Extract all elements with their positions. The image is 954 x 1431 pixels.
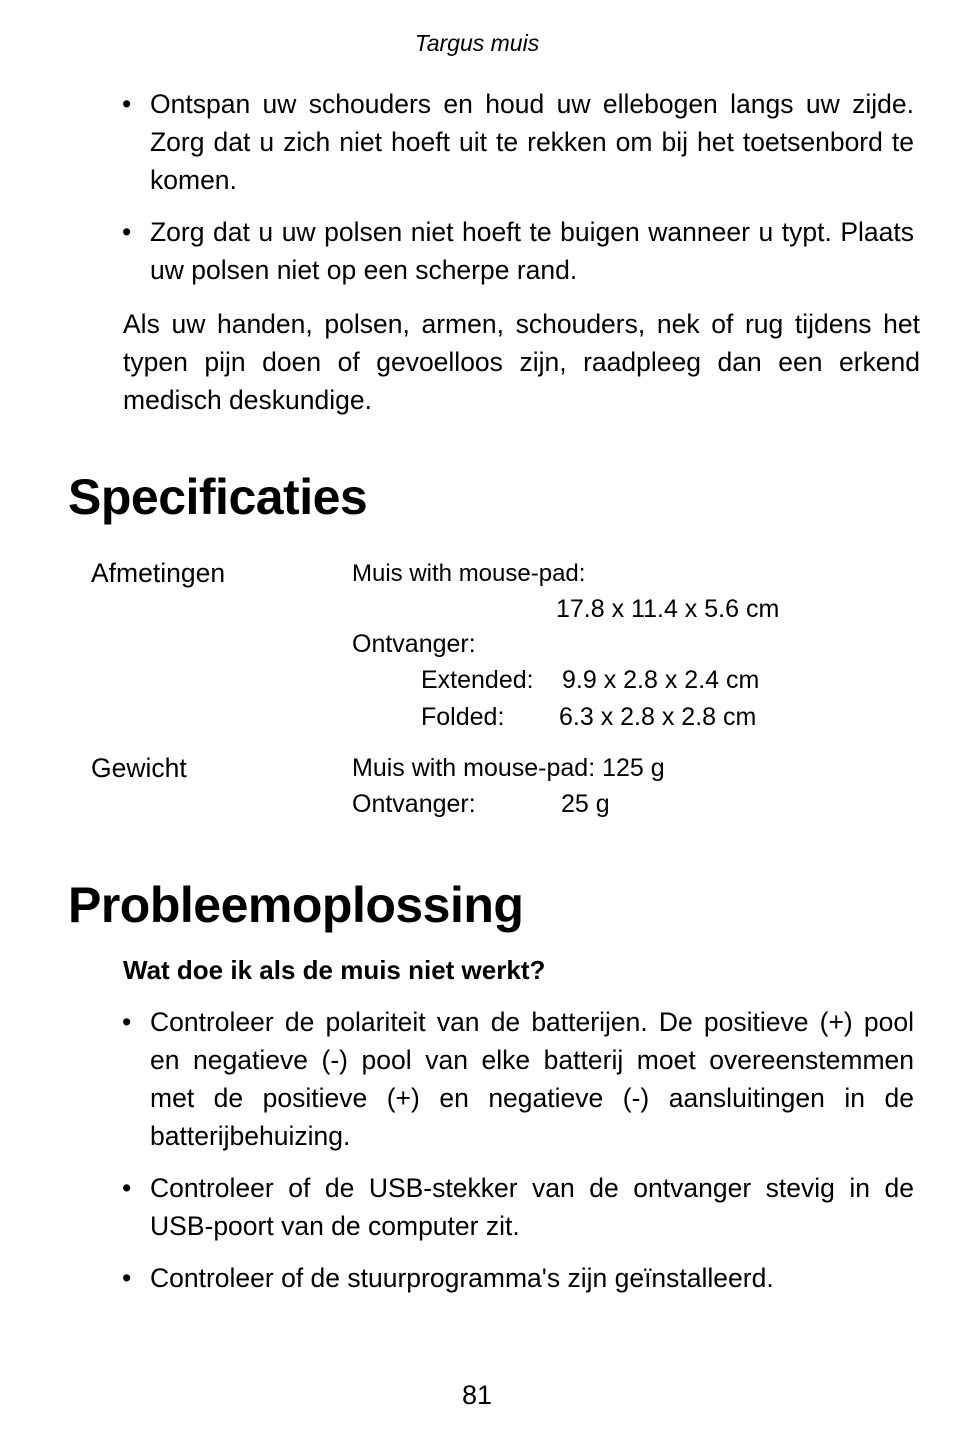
- section-heading-specificaties: Specificaties: [68, 469, 368, 525]
- section-heading-probleemoplossing: Probleemoplossing: [68, 877, 524, 933]
- spec-label-afmetingen: Afmetingen: [91, 558, 226, 588]
- list-item-text: Controleer of de stuurprogramma's zijn geïnstalleerd.: [150, 1263, 774, 1293]
- list-item: [118, 1003, 914, 1155]
- spec-folded-value: 6.3 x 2.8 x 2.8 cm: [559, 703, 757, 731]
- page-number: 81: [461, 1380, 493, 1410]
- spec-mouse-value: 17.8 x 11.4 x 5.6 cm: [556, 595, 780, 623]
- spec-extended-label: Extended:: [421, 666, 534, 694]
- list-item: [118, 1259, 914, 1297]
- bullet-icon: •: [122, 217, 132, 247]
- faq-question: Wat doe ik als de muis niet werkt?: [123, 955, 546, 985]
- list-item-text: Zorg dat u uw polsen niet hoeft te buigen wanneer u typt. Plaats uw polsen niet op een scherpe rand.: [150, 217, 914, 285]
- bullet-icon: •: [122, 1263, 132, 1293]
- running-header: Targus muis: [414, 30, 540, 56]
- spec-receiver-label: Ontvanger:: [352, 630, 476, 658]
- list-item-text: Controleer de polariteit van de batterijen. De positieve (+) pool en negatieve (-) pool van elke batterij moet overeenstemmen met de positieve (+) en negatieve (-) aansluitingen in de batterijbehuizing.: [150, 1007, 914, 1151]
- spec-weight-receiver-label: Ontvanger:: [352, 790, 476, 818]
- list-item: [118, 85, 914, 199]
- list-item: [118, 1169, 914, 1245]
- list-item: [118, 213, 914, 289]
- intro-paragraph: Als uw handen, polsen, armen, schouders, nek of rug tijdens het typen pijn doen of gevoelloos zijn, raadpleeg dan een erkend medisch deskundige.: [123, 309, 920, 415]
- intro-bullet-list: [118, 85, 914, 303]
- spec-weight-receiver-value: 25 g: [561, 790, 610, 818]
- spec-weight-mouse: Muis with mouse-pad: 125 g: [352, 754, 665, 782]
- bullet-icon: •: [122, 1007, 132, 1037]
- spec-folded-label: Folded:: [421, 703, 505, 731]
- spec-extended-value: 9.9 x 2.8 x 2.4 cm: [562, 666, 760, 694]
- list-item-text: Ontspan uw schouders en houd uw ellebogen langs uw zijde. Zorg dat u zich niet hoeft uit te rekken om bij het toetsenbord te komen.: [150, 89, 914, 195]
- list-item-text: Controleer of de USB-stekker van de ontvanger stevig in de USB-poort van de computer zit.: [150, 1173, 914, 1241]
- spec-mouse-label: Muis with mouse-pad:: [352, 560, 586, 587]
- spec-label-gewicht: Gewicht: [91, 753, 187, 783]
- troubleshooting-bullet-list: [118, 1003, 914, 1311]
- bullet-icon: •: [122, 1173, 132, 1203]
- bullet-icon: •: [122, 89, 132, 119]
